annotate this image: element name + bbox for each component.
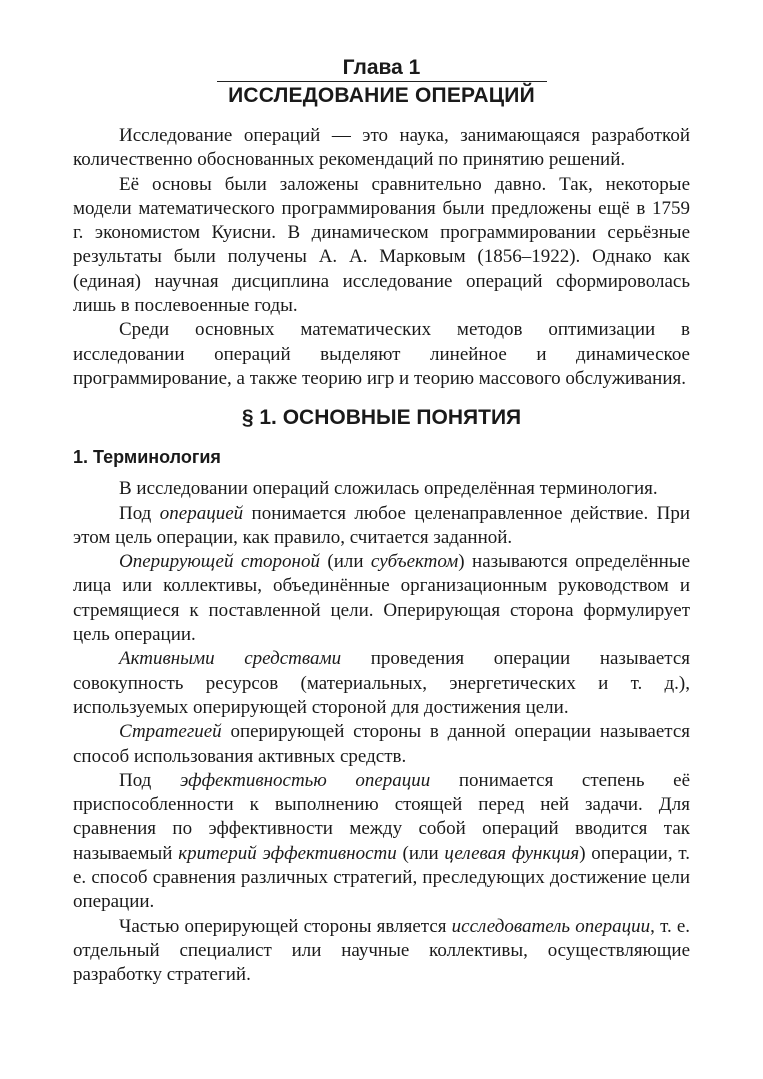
terms-paragraph-5 [73, 720, 690, 769]
intro-paragraph-1: Исследование операций — это наука, занимающаяся разработкой количественно обоснованных рекомендаций по принятию решений. [73, 125, 690, 171]
chapter-title: ИССЛЕДОВАНИЕ ОПЕРАЦИЙ [228, 84, 535, 107]
term-efficiency-criterion: критерий эффективности [178, 842, 397, 864]
terms-paragraph-2 [73, 502, 690, 551]
text-run: понимается любое целенаправленное действие. При этом цель операции, как правило, считается заданной. [73, 502, 690, 548]
terms-paragraph-1: В исследовании операций сложилась определённая терминология. [119, 478, 658, 500]
text-run: (или [319, 551, 371, 573]
terms-paragraph-3 [73, 550, 690, 647]
terms-paragraph-6 [73, 769, 690, 915]
intro-paragraph-3: Среди основных математических методов оптимизации в исследовании операций выделяют линейное и динамическое программирование, а также теорию игр и теорию массового обслуживания. [73, 319, 690, 389]
terms-paragraph-4 [73, 647, 690, 720]
terms-paragraph-7 [73, 915, 690, 988]
term-objective-function: целевая функция [444, 842, 580, 864]
text-run: проведения операции называется совокупность ресурсов (материальных, энергетических и т. д.), используемых оперирующей стороной для достижения цели. [73, 648, 690, 718]
term-operations-researcher: исследователь операции [451, 915, 651, 937]
chapter-label: Глава 1 [342, 56, 421, 79]
text-run: Под [119, 769, 180, 791]
text-run: оперирующей стороны в данной операции называется способ использования активных средств. [73, 721, 690, 767]
text-run: ) операции, т. е. способ сравнения различных стратегий, преследующих достижение цели операции. [73, 842, 690, 913]
term-active-means: Активными средствами [119, 648, 342, 670]
term-subject: субъектом [370, 551, 459, 573]
text-run: (или [396, 842, 445, 864]
term-efficiency: эффективностью операции [179, 769, 431, 791]
section-title: § 1. ОСНОВНЫЕ ПОНЯТИЯ [241, 406, 522, 430]
text-run: понимается степень её приспособленности к выполнению стоящей перед ней задачи. Для сравнения по эффективности между собой операций вводится так называемый [73, 769, 691, 864]
document-page [73, 52, 690, 988]
subsection-title: 1. Терминология [73, 447, 221, 468]
term-strategy: Стратегией [119, 721, 222, 743]
term-operating-side: Оперирующей стороной [119, 551, 320, 573]
text-run: ) называются определённые лица или коллективы, объединённые организационным руководством и стремящиеся к поставленной цели. Оперирующая сторона формулирует цель операции. [73, 551, 691, 646]
text-run: Частью оперирующей стороны является [119, 915, 452, 937]
text-run: , т. е. отдельный специалист или научные коллективы, осуществляющие разработку стратегий. [73, 915, 691, 986]
intro-paragraph-2: Её основы были заложены сравнительно давно. Так, некоторые модели математического программирования были предложены ещё в 1759 г. экономистом Куисни. В динамическом программировании серьёзные результаты были получены А. А. Марковым (1856–1922). Однако как (единая) научная дисциплина исследование операций сформироволась лишь в послевоенные годы. [73, 173, 690, 317]
term-operation: операцией [159, 502, 244, 524]
text-run: Под [119, 502, 160, 524]
